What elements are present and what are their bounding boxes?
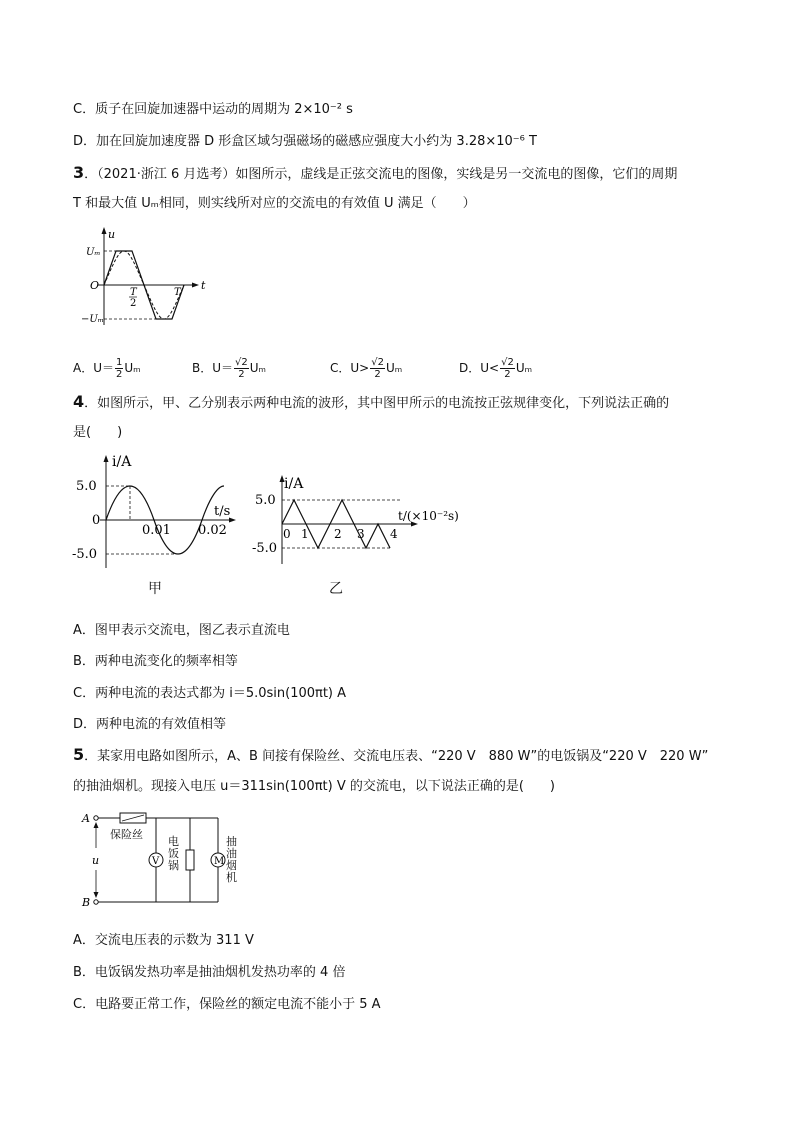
q4b-xtick-4: 4	[390, 527, 398, 541]
q3-figure	[81, 225, 214, 327]
q4-option-d: D．两种电流的有效值相等	[73, 717, 227, 732]
q4-stem-text1: ．如图所示，甲、乙分别表示两种电流的波形，其中图甲所示的电流按正弦规律变化，下列说法正确的	[84, 396, 670, 411]
q4a-ytick-neg: -5.0	[72, 547, 98, 562]
q3-option-d-suffix: Uₘ	[515, 361, 533, 375]
q4-caption-a: 甲	[148, 581, 162, 597]
q4a-zero: 0	[92, 513, 101, 528]
q5-terminal-b: B	[82, 896, 91, 909]
q3-option-d-fraction	[500, 357, 515, 380]
q3-option-c-denominator: 2	[374, 369, 381, 380]
q3-stem-line1	[73, 164, 677, 184]
q5-option-a: A．交流电压表的示数为 311 V	[73, 933, 254, 948]
q2-option-d: D．加在回旋加速度器 D 形盒区域匀强磁场的磁感应强度大小约为 3.28×10⁻⁶ T	[73, 134, 537, 149]
q4a-ytick-pos: 5.0	[76, 479, 97, 494]
q5-voltage-u: u	[92, 854, 100, 867]
q4-figure-b	[252, 472, 459, 568]
resistor-symbol	[186, 850, 194, 870]
q3-neg-um-label: −Uₘ	[81, 314, 104, 325]
q5-option-c: C．电路要正常工作，保险丝的额定电流不能小于 5 A	[73, 997, 381, 1012]
q5-stem-text1: ．某家用电路如图所示，A、B 间接有保险丝、交流电压表、“220 V 880 W”的电饭锅及“220 V 220 W”	[84, 749, 709, 764]
q5-stem-line2: 的抽油烟机。现接入电压 u＝311sin(100πt) V 的交流电，以下说法正确的是( )	[73, 779, 555, 794]
q3-option-b-suffix: Uₘ	[249, 361, 267, 375]
q3-number: 3	[73, 163, 85, 182]
q4a-ylabel: i/A	[112, 454, 132, 470]
q5-number: 5	[73, 745, 85, 764]
q5-option-b: B．电饭锅发热功率是抽油烟机发热功率的 4 倍	[73, 965, 346, 980]
q3-option-c-fraction	[370, 357, 385, 380]
q4-stem-line2: 是( )	[73, 425, 123, 440]
q4-option-a: A．图甲表示交流电，图乙表示直流电	[73, 623, 290, 638]
q3-option-b-fraction	[234, 357, 249, 380]
q3-t2-num: T	[130, 287, 137, 298]
q3-um-label: Uₘ	[86, 247, 101, 258]
q4b-xtick-3: 3	[357, 527, 365, 541]
q5-voltmeter-letter: V	[152, 856, 160, 867]
q3-option-a-prefix: A．U＝	[73, 361, 114, 375]
q4b-ylabel: i/A	[284, 476, 304, 492]
q4a-xlabel: t/s	[214, 504, 231, 519]
q5-hood-label: 抽油烟机	[226, 835, 237, 884]
q4a-xtick-1: 0.01	[142, 523, 171, 538]
q3-option-a	[73, 357, 141, 380]
q3-stem-line2: T 和最大值 Uₘ相同，则实线所对应的交流电的有效值 U 满足（ ）	[73, 196, 476, 211]
q4-number: 4	[73, 392, 85, 411]
q3-option-a-fraction	[115, 357, 123, 380]
q3-option-c	[330, 357, 402, 380]
q3-option-a-denominator: 2	[116, 369, 123, 380]
q3-option-d-denominator: 2	[504, 369, 511, 380]
q5-cooker-label: 电饭锅	[168, 835, 179, 872]
q2-option-c: C．质子在回旋加速器中运动的周期为 2×10⁻² s	[73, 102, 353, 117]
q4-option-c: C．两种电流的表达式都为 i＝5.0sin(100πt) A	[73, 686, 347, 701]
q3-option-d-numerator: √2	[501, 357, 514, 368]
q5-motor-letter: M	[214, 856, 225, 867]
q3-option-c-numerator: √2	[371, 357, 384, 368]
q3-origin: O	[90, 279, 100, 292]
q3-t2-den: 2	[130, 298, 137, 309]
q3-axis-t: t	[201, 279, 206, 292]
q4-caption-b: 乙	[329, 581, 343, 597]
q3-option-d-prefix: D．U<	[459, 361, 500, 375]
q3-period-T: T	[174, 287, 181, 298]
q4-option-b: B．两种电流变化的频率相等	[73, 654, 238, 669]
q3-option-d	[459, 357, 532, 380]
q3-axis-u: u	[108, 228, 116, 241]
q4a-xtick-2: 0.02	[198, 523, 227, 538]
q3-option-c-prefix: C．U>	[330, 361, 370, 375]
q4b-xtick-2: 2	[334, 527, 342, 541]
q3-option-b	[192, 357, 266, 380]
q3-stem-text1: ．（2021·浙江 6 月选考）如图所示，虚线是正弦交流电的图像，实线是另一交流电的图像，它们的周期	[84, 167, 678, 182]
q4b-ytick-pos: 5.0	[255, 493, 276, 508]
q3-option-a-numerator: 1	[116, 357, 123, 368]
q4b-xtick-1: 1	[301, 527, 309, 541]
q4b-ytick-neg: -5.0	[252, 541, 278, 556]
q5-terminal-a: A	[82, 812, 90, 825]
q4-figure-a	[72, 452, 244, 570]
q5-fuse-label: 保险丝	[110, 828, 143, 841]
q3-option-c-suffix: Uₘ	[385, 361, 403, 375]
q3-option-b-numerator: √2	[235, 357, 248, 368]
q5-stem-line1	[73, 746, 708, 766]
q3-option-b-prefix: B．U＝	[192, 361, 234, 375]
q4b-xlabel: t/(×10⁻²s)	[398, 509, 459, 523]
q4-stem-line1	[73, 393, 669, 413]
q3-option-a-suffix: Uₘ	[124, 361, 141, 375]
q4b-xtick-0: 0	[283, 527, 291, 541]
q3-option-b-denominator: 2	[238, 369, 245, 380]
